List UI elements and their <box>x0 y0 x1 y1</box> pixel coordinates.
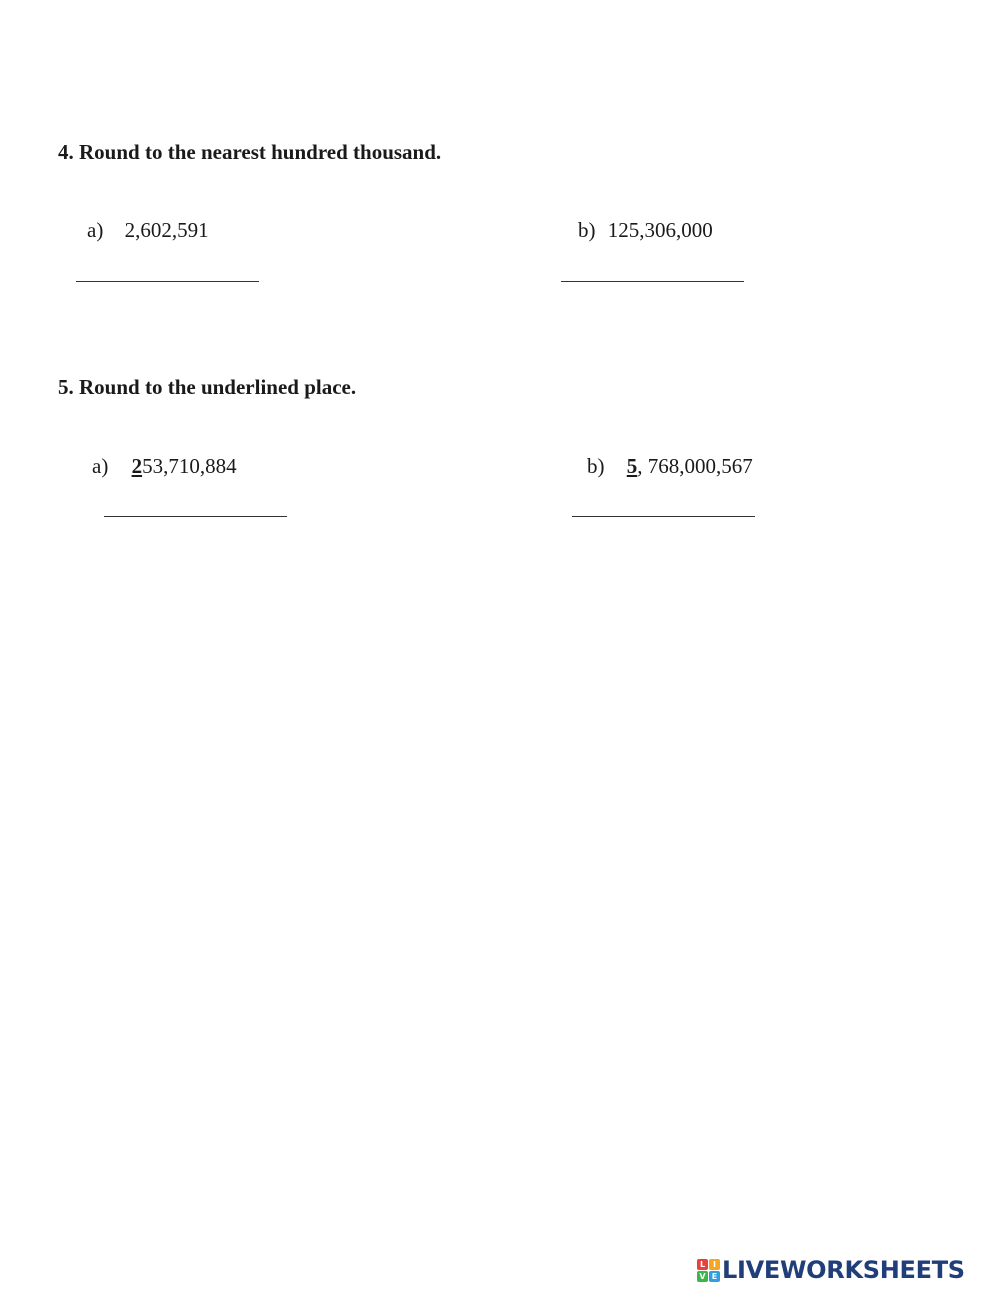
answer-blank-5a[interactable] <box>104 516 287 517</box>
question-5b <box>587 454 753 479</box>
number-rest: 53,710,884 <box>142 454 237 478</box>
logo-letter: V <box>697 1271 708 1282</box>
underlined-digit: 5 <box>626 454 638 478</box>
question-4-title: 4. Round to the nearest hundred thousand. <box>58 140 442 164</box>
item-number <box>132 454 237 479</box>
logo-letter: E <box>709 1271 720 1282</box>
answer-blank-4b[interactable] <box>561 281 744 282</box>
item-label: b) <box>587 454 605 478</box>
question-4b <box>578 218 713 243</box>
question-5-title: 5. Round to the underlined place. <box>58 375 357 399</box>
underlined-digit: 2 <box>131 454 143 478</box>
number-rest: , 768,000,567 <box>637 454 753 478</box>
item-label: a) <box>92 454 109 478</box>
item-label: b) <box>578 218 596 242</box>
logo-mark-icon <box>697 1259 720 1282</box>
item-number <box>627 454 753 479</box>
question-4a <box>87 218 209 243</box>
question-5a <box>92 454 237 479</box>
item-number: 125,306,000 <box>607 218 713 242</box>
logo-text: LIVEWORKSHEETS <box>722 1256 965 1284</box>
answer-blank-4a[interactable] <box>76 281 259 282</box>
logo-letter: L <box>697 1259 708 1270</box>
liveworksheets-logo <box>697 1256 965 1284</box>
answer-blank-5b[interactable] <box>572 516 755 517</box>
item-number: 2,602,591 <box>124 218 209 242</box>
logo-letter: I <box>709 1259 720 1270</box>
item-label: a) <box>87 218 104 242</box>
